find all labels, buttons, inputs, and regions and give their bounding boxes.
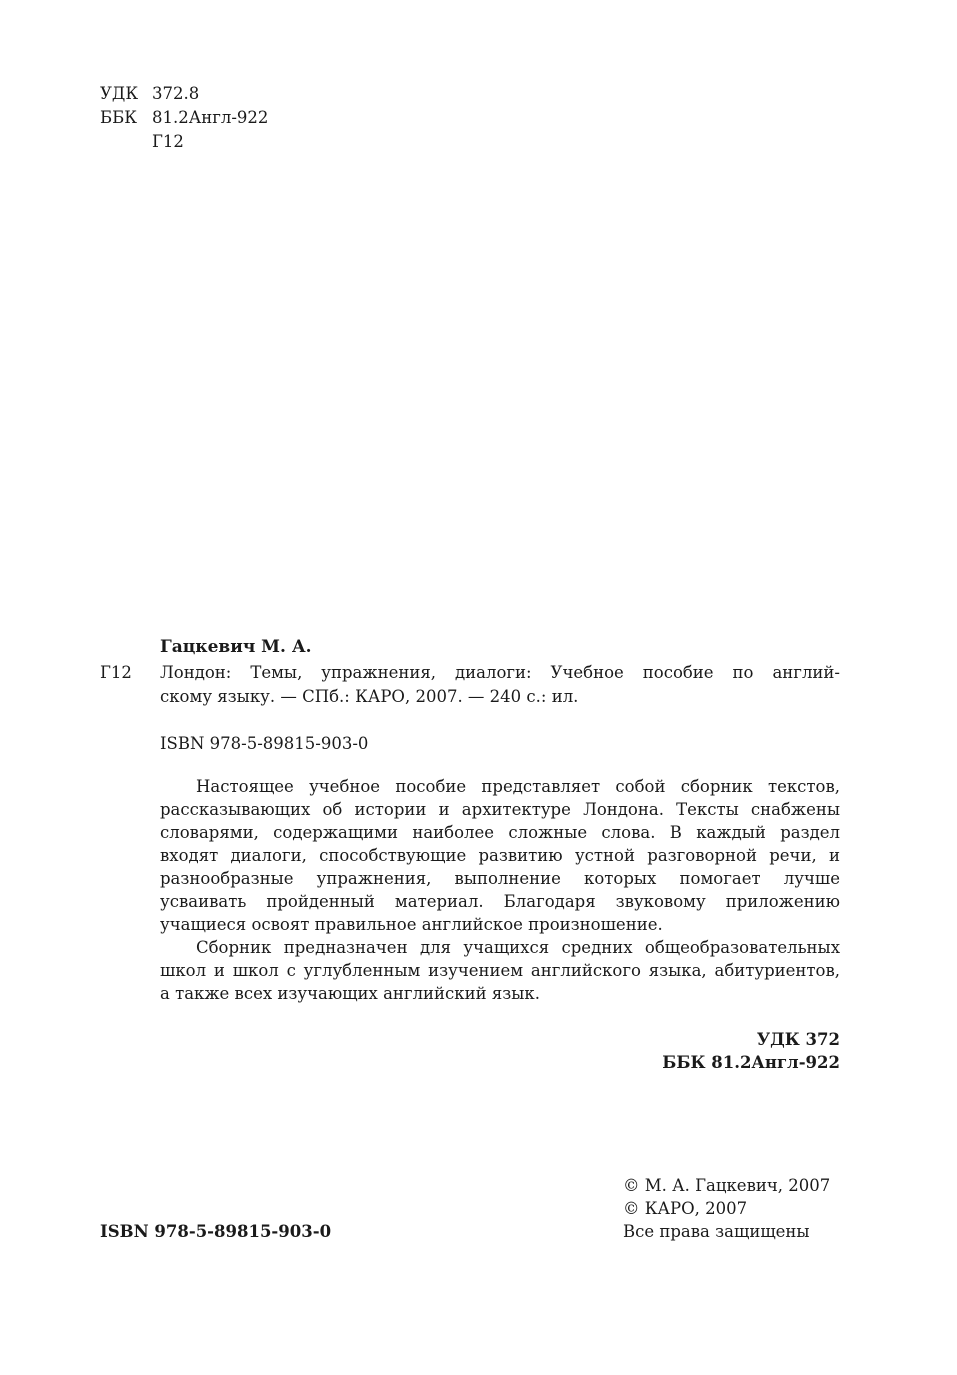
udk-row — [100, 82, 268, 106]
isbn-line: ISBN 978-5-89815-903-0 — [160, 734, 369, 753]
margin-author-mark: Г12 — [100, 663, 132, 682]
udk-bottom: УДК 372 — [756, 1030, 840, 1049]
annotation-line: а также всех изучающих английский язык. — [160, 984, 540, 1003]
annotation-line: входят диалоги, способствующие развитию устной разговорной речи, и — [160, 846, 840, 865]
footer-isbn: ISBN 978-5-89815-903-0 — [100, 1222, 332, 1241]
copyright-publisher: © КАРО, 2007 — [623, 1199, 748, 1218]
annotation-line: разнообразные упражнения, выполнение которых помогает лучше — [160, 869, 840, 888]
rights-reserved: Все права защищены — [623, 1222, 810, 1241]
annotation-line: усваивать пройденный материал. Благодаря звуковому приложению — [160, 892, 840, 911]
author-mark-row — [100, 130, 268, 154]
bbk-value: 81.2Англ-922 — [152, 108, 269, 127]
copyright-author: © М. А. Гацкевич, 2007 — [623, 1176, 831, 1195]
annotation-line: словарями, содержащими наиболее сложные слова. В каждый раздел — [160, 823, 840, 842]
annotation-line: Сборник предназначен для учащихся средних общеобразовательных — [196, 938, 840, 957]
annotation — [160, 775, 840, 1005]
bbk-row — [100, 106, 268, 130]
top-classification — [100, 82, 268, 154]
title-line-1: Лондон: Темы, упражнения, диалоги: Учебное пособие по англий- — [160, 663, 840, 682]
title-line-2: скому языку. — СПб.: КАРО, 2007. — 240 с.: ил. — [160, 687, 579, 706]
annotation-line: рассказывающих об истории и архитектуре Лондона. Тексты снабжены — [160, 800, 840, 819]
annotation-line: школ и школ с углубленным изучением английского языка, абитуриентов, — [160, 961, 840, 980]
author-mark: Г12 — [152, 132, 184, 151]
annotation-line: Настоящее учебное пособие представляет собой сборник текстов, — [196, 777, 840, 796]
udk-label: УДК — [100, 84, 139, 103]
udk-value: 372.8 — [152, 84, 200, 103]
author-name: Гацкевич М. А. — [160, 637, 312, 657]
bottom-classification — [560, 1028, 840, 1074]
annotation-line: учащиеся освоят правильное английское произношение. — [160, 915, 663, 934]
bbk-bottom: ББК 81.2Англ-922 — [662, 1053, 840, 1072]
bbk-label: ББК — [100, 108, 138, 127]
copyright-block — [623, 1174, 830, 1243]
